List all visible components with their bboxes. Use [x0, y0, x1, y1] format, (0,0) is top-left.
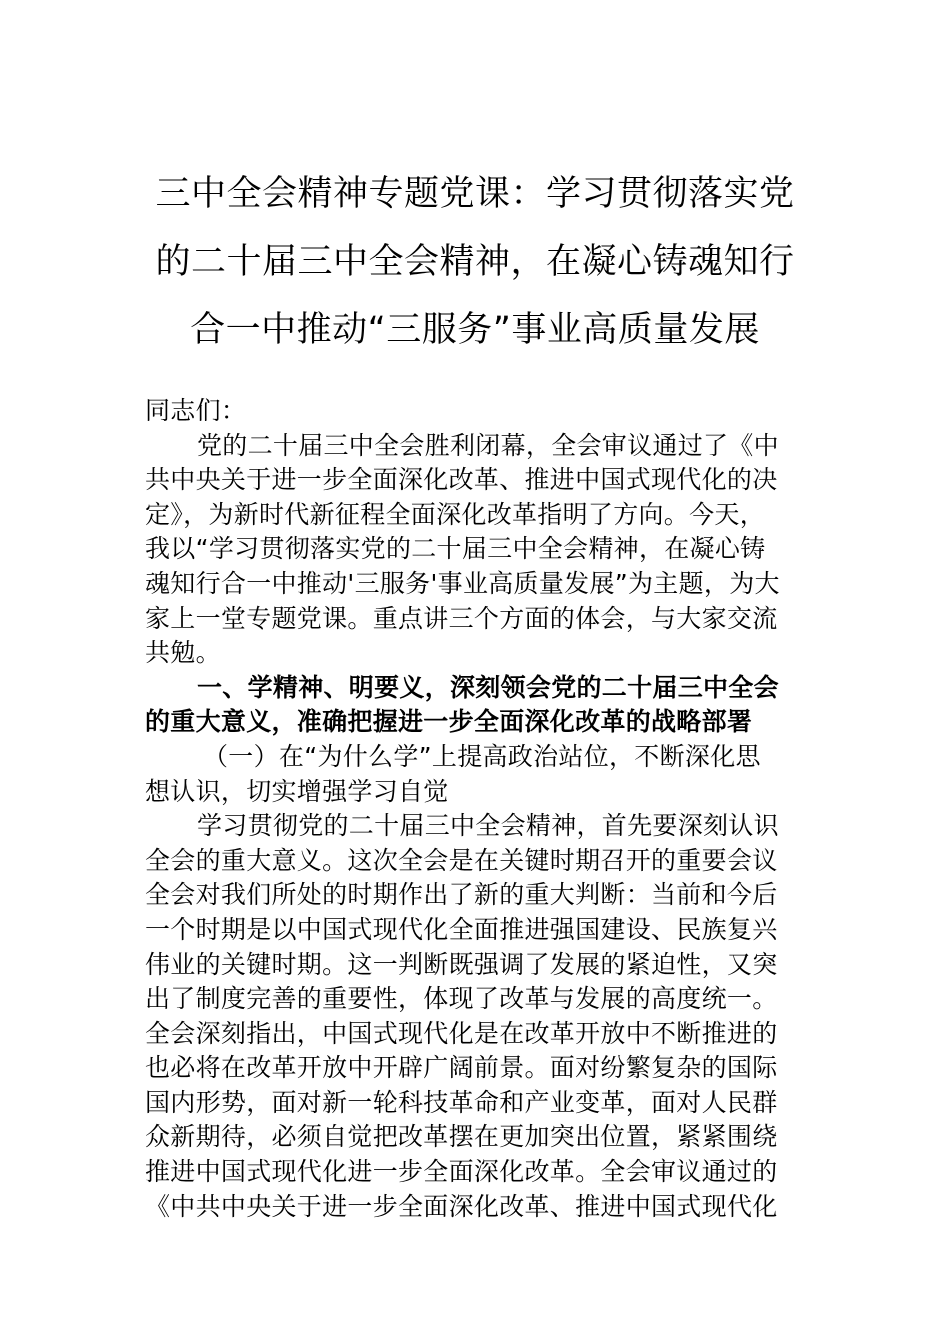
paragraph-line: 全会深刻指出，中国式现代化是在改革开放中不断推进的 [145, 1018, 778, 1048]
document-title [130, 160, 820, 364]
paragraph-line: 一个时期是以中国式现代化全面推进强国建设、民族复兴 [145, 914, 778, 944]
section-heading-line: 一、学精神、明要义，深刻领会党的二十届三中全会 [197, 672, 779, 702]
paragraph-line: 推进中国式现代化进一步全面深化改革。全会审议通过的 [145, 1157, 778, 1187]
paragraph-line: 党的二十届三中全会胜利闭幕，全会审议通过了《中 [197, 430, 779, 460]
title-line: 的二十届三中全会精神，在凝心铸魂知行 [155, 242, 795, 282]
paragraph-line: 共中央关于进一步全面深化改革、推进中国式现代化的决 [145, 465, 778, 495]
paragraph-line: 我以“学习贯彻落实党的二十届三中全会精神，在凝心铸 [145, 534, 766, 564]
salutation: 同志们： [145, 396, 247, 425]
paragraph-line: 定》，为新时代新征程全面深化改革指明了方向。今天， [145, 499, 766, 529]
subsection-heading-line: 想认识，切实增强学习自觉 [145, 776, 449, 806]
paragraph-line: 全会的重大意义。这次全会是在关键时期召开的重要会议 [145, 845, 778, 875]
paragraph-line: 也必将在改革开放中开辟广阔前景。面对纷繁复杂的国际 [145, 1053, 778, 1083]
paragraph-line: 《中共中央关于进一步全面深化改革、推进中国式现代化 [145, 1191, 778, 1221]
paragraph-line: 伟业的关键时期。这一判断既强调了发展的紧迫性，又突 [145, 949, 778, 979]
paragraph-line: 魂知行合一中推动'三服务'事业高质量发展”为主题，为大 [145, 568, 780, 598]
paragraph-line: 全会对我们所处的时期作出了新的重大判断：当前和今后 [145, 880, 778, 910]
paragraph-line: 众新期待，必须自觉把改革摆在更加突出位置，紧紧围绕 [145, 1122, 778, 1152]
subsection-heading-line: （一）在“为什么学”上提高政治站位，不断深化思 [203, 741, 761, 771]
paragraph-line: 学习贯彻党的二十届三中全会精神，首先要深刻认识 [197, 811, 779, 841]
document-body [145, 394, 807, 1224]
title-line: 合一中推动“三服务”事业高质量发展 [190, 310, 760, 350]
paragraph-line: 出了制度完善的重要性，体现了改革与发展的高度统一。 [145, 984, 778, 1014]
paragraph-line: 国内形势，面对新一轮科技革命和产业变革，面对人民群 [145, 1087, 778, 1117]
paragraph-line: 家上一堂专题党课。重点讲三个方面的体会，与大家交流 [145, 603, 778, 633]
paragraph-line: 共勉。 [145, 638, 221, 668]
title-line: 三中全会精神专题党课：学习贯彻落实党 [155, 174, 795, 214]
section-heading-line: 的重大意义，准确把握进一步全面深化改革的战略部署 [145, 707, 753, 737]
